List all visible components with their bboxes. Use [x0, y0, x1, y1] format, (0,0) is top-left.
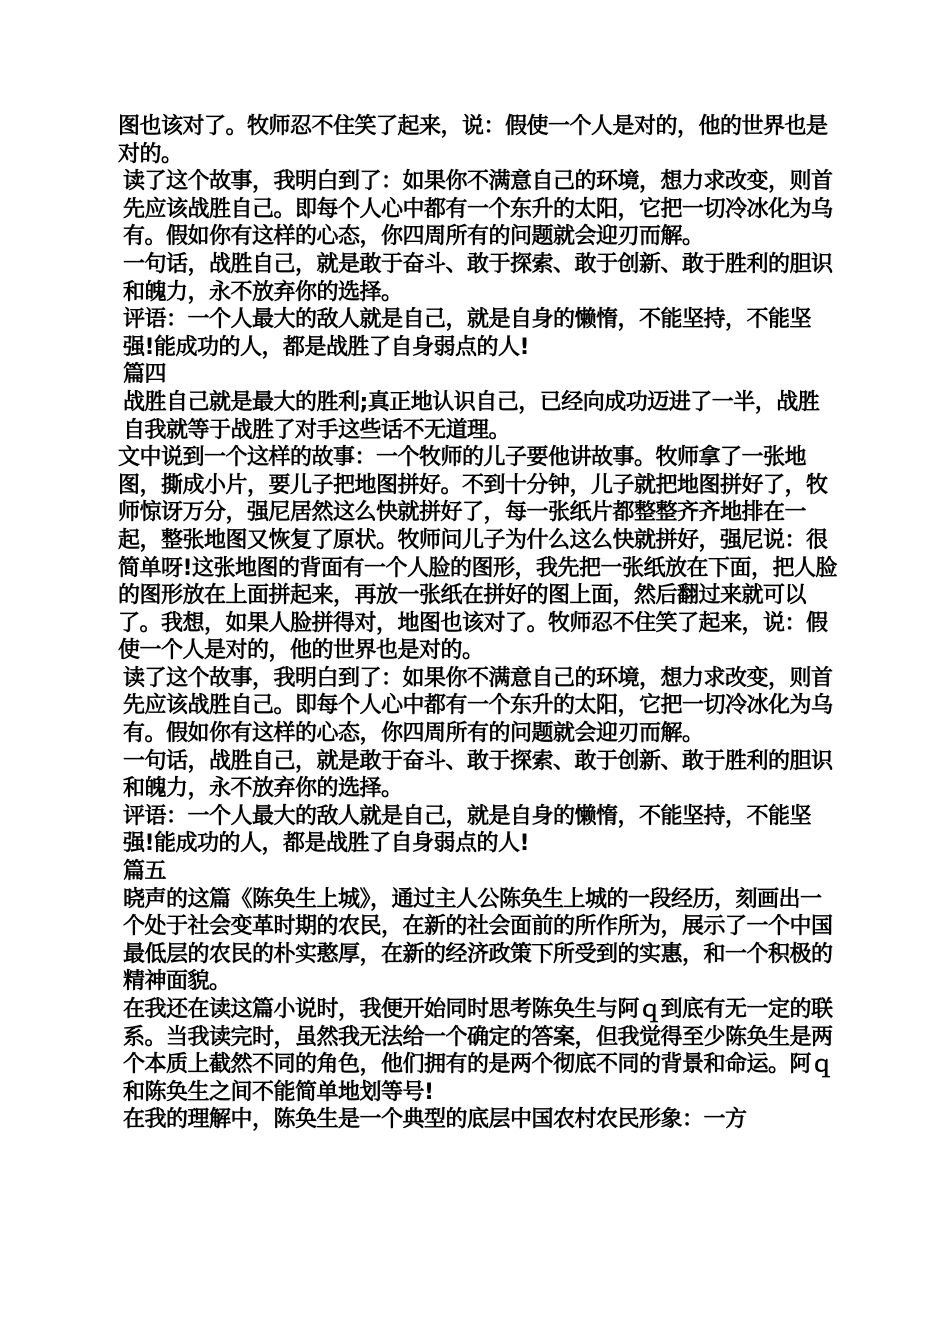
document-page [118, 113, 838, 1134]
paragraph-3: 一句话，战胜自己，就是敢于奋斗、敢于探索、敢于创新、敢于胜利的胆识和魄力，永不放弃你的选择。 [123, 251, 833, 305]
paragraph-12: 在我的理解中，陈奂生是一个典型的底层中国农村农民形象：一方 [123, 1107, 747, 1133]
paragraph-4: 评语：一个人最大的敌人就是自己，就是自身的懒惰，不能坚持，不能坚强!能成功的人，都是战胜了自身弱点的人! [123, 307, 812, 360]
paragraph-9: 评语：一个人最大的敌人就是自己，就是自身的懒惰，不能坚持，不能坚强!能成功的人，都是战胜了自身弱点的人! [123, 803, 812, 857]
paragraph-1: 图也该对了。牧师忍不住笑了起来，说：假使一个人是对的，他的世界也是对的。 [118, 114, 828, 167]
section-heading-5: 篇五 [123, 859, 167, 885]
paragraph-7: 读了这个故事，我明白到了：如果你不满意自己的环境，想力求改变，则首先应该战胜自己。即每个人心中都有一个东升的太阳，它把一切冷冰化为乌有。假如你有这样的心态，你四周所有的问题就会迎刃而解。 [123, 665, 833, 747]
paragraph-11: 在我还在读这篇小说时，我便开始同时思考陈奂生与阿ｑ到底有无一定的联系。当我读完时，虽然我无法给一个确定的答案，但我觉得至少陈奂生是两个本质上截然不同的角色，他们拥有的是两个彻底不同的背景和命运。阿ｑ和陈奂生之间不能简单地划等号! [123, 997, 833, 1105]
paragraph-6: 文中说到一个这样的故事：一个牧师的儿子要他讲故事。牧师拿了一张地图，撕成小片，要儿子把地图拼好。不到十分钟，儿子就把地图拼好了，牧师惊讶万分，强尼居然这么快就拼好了，每一张纸片都整整齐齐地排在一起，整张地图又恢复了原状。牧师问儿子为什么这么快就拼好，强尼说：很简单呀!这张地图的背面有一个人脸的图形，我先把一张纸放在下面，把人脸的图形放在上面拼起来，再放一张纸在拼好的图上面，然后翻过来就可以了。我想，如果人脸拼得对，地图也该对了。牧师忍不住笑了起来，说：假使一个人是对的，他的世界也是对的。 [118, 445, 838, 664]
paragraph-8: 一句话，战胜自己，就是敢于奋斗、敢于探索、敢于创新、敢于胜利的胆识和魄力，永不放弃你的选择。 [123, 748, 833, 802]
section-heading-4: 篇四 [123, 362, 167, 388]
paragraph-5: 战胜自己就是最大的胜利;真正地认识自己，已经向成功迈进了一半，战胜自我就等于战胜了对手这些话不无道理。 [123, 389, 820, 443]
paragraph-10: 晓声的这篇《陈奂生上城》，通过主人公陈奂生上城的一段经历，刻画出一个处于社会变革时期的农民，在新的社会面前的所作所为，展示了一个中国最低层的农民的朴实憨厚，在新的经济政策下所受到的实惠，和一个积极的精神面貌。 [123, 886, 833, 995]
paragraph-2: 读了这个故事，我明白到了：如果你不满意自己的环境，想力求改变，则首先应该战胜自己。即每个人心中都有一个东升的太阳，它把一切冷冰化为乌有。假如你有这样的心态，你四周所有的问题就会迎刃而解。 [123, 169, 833, 250]
